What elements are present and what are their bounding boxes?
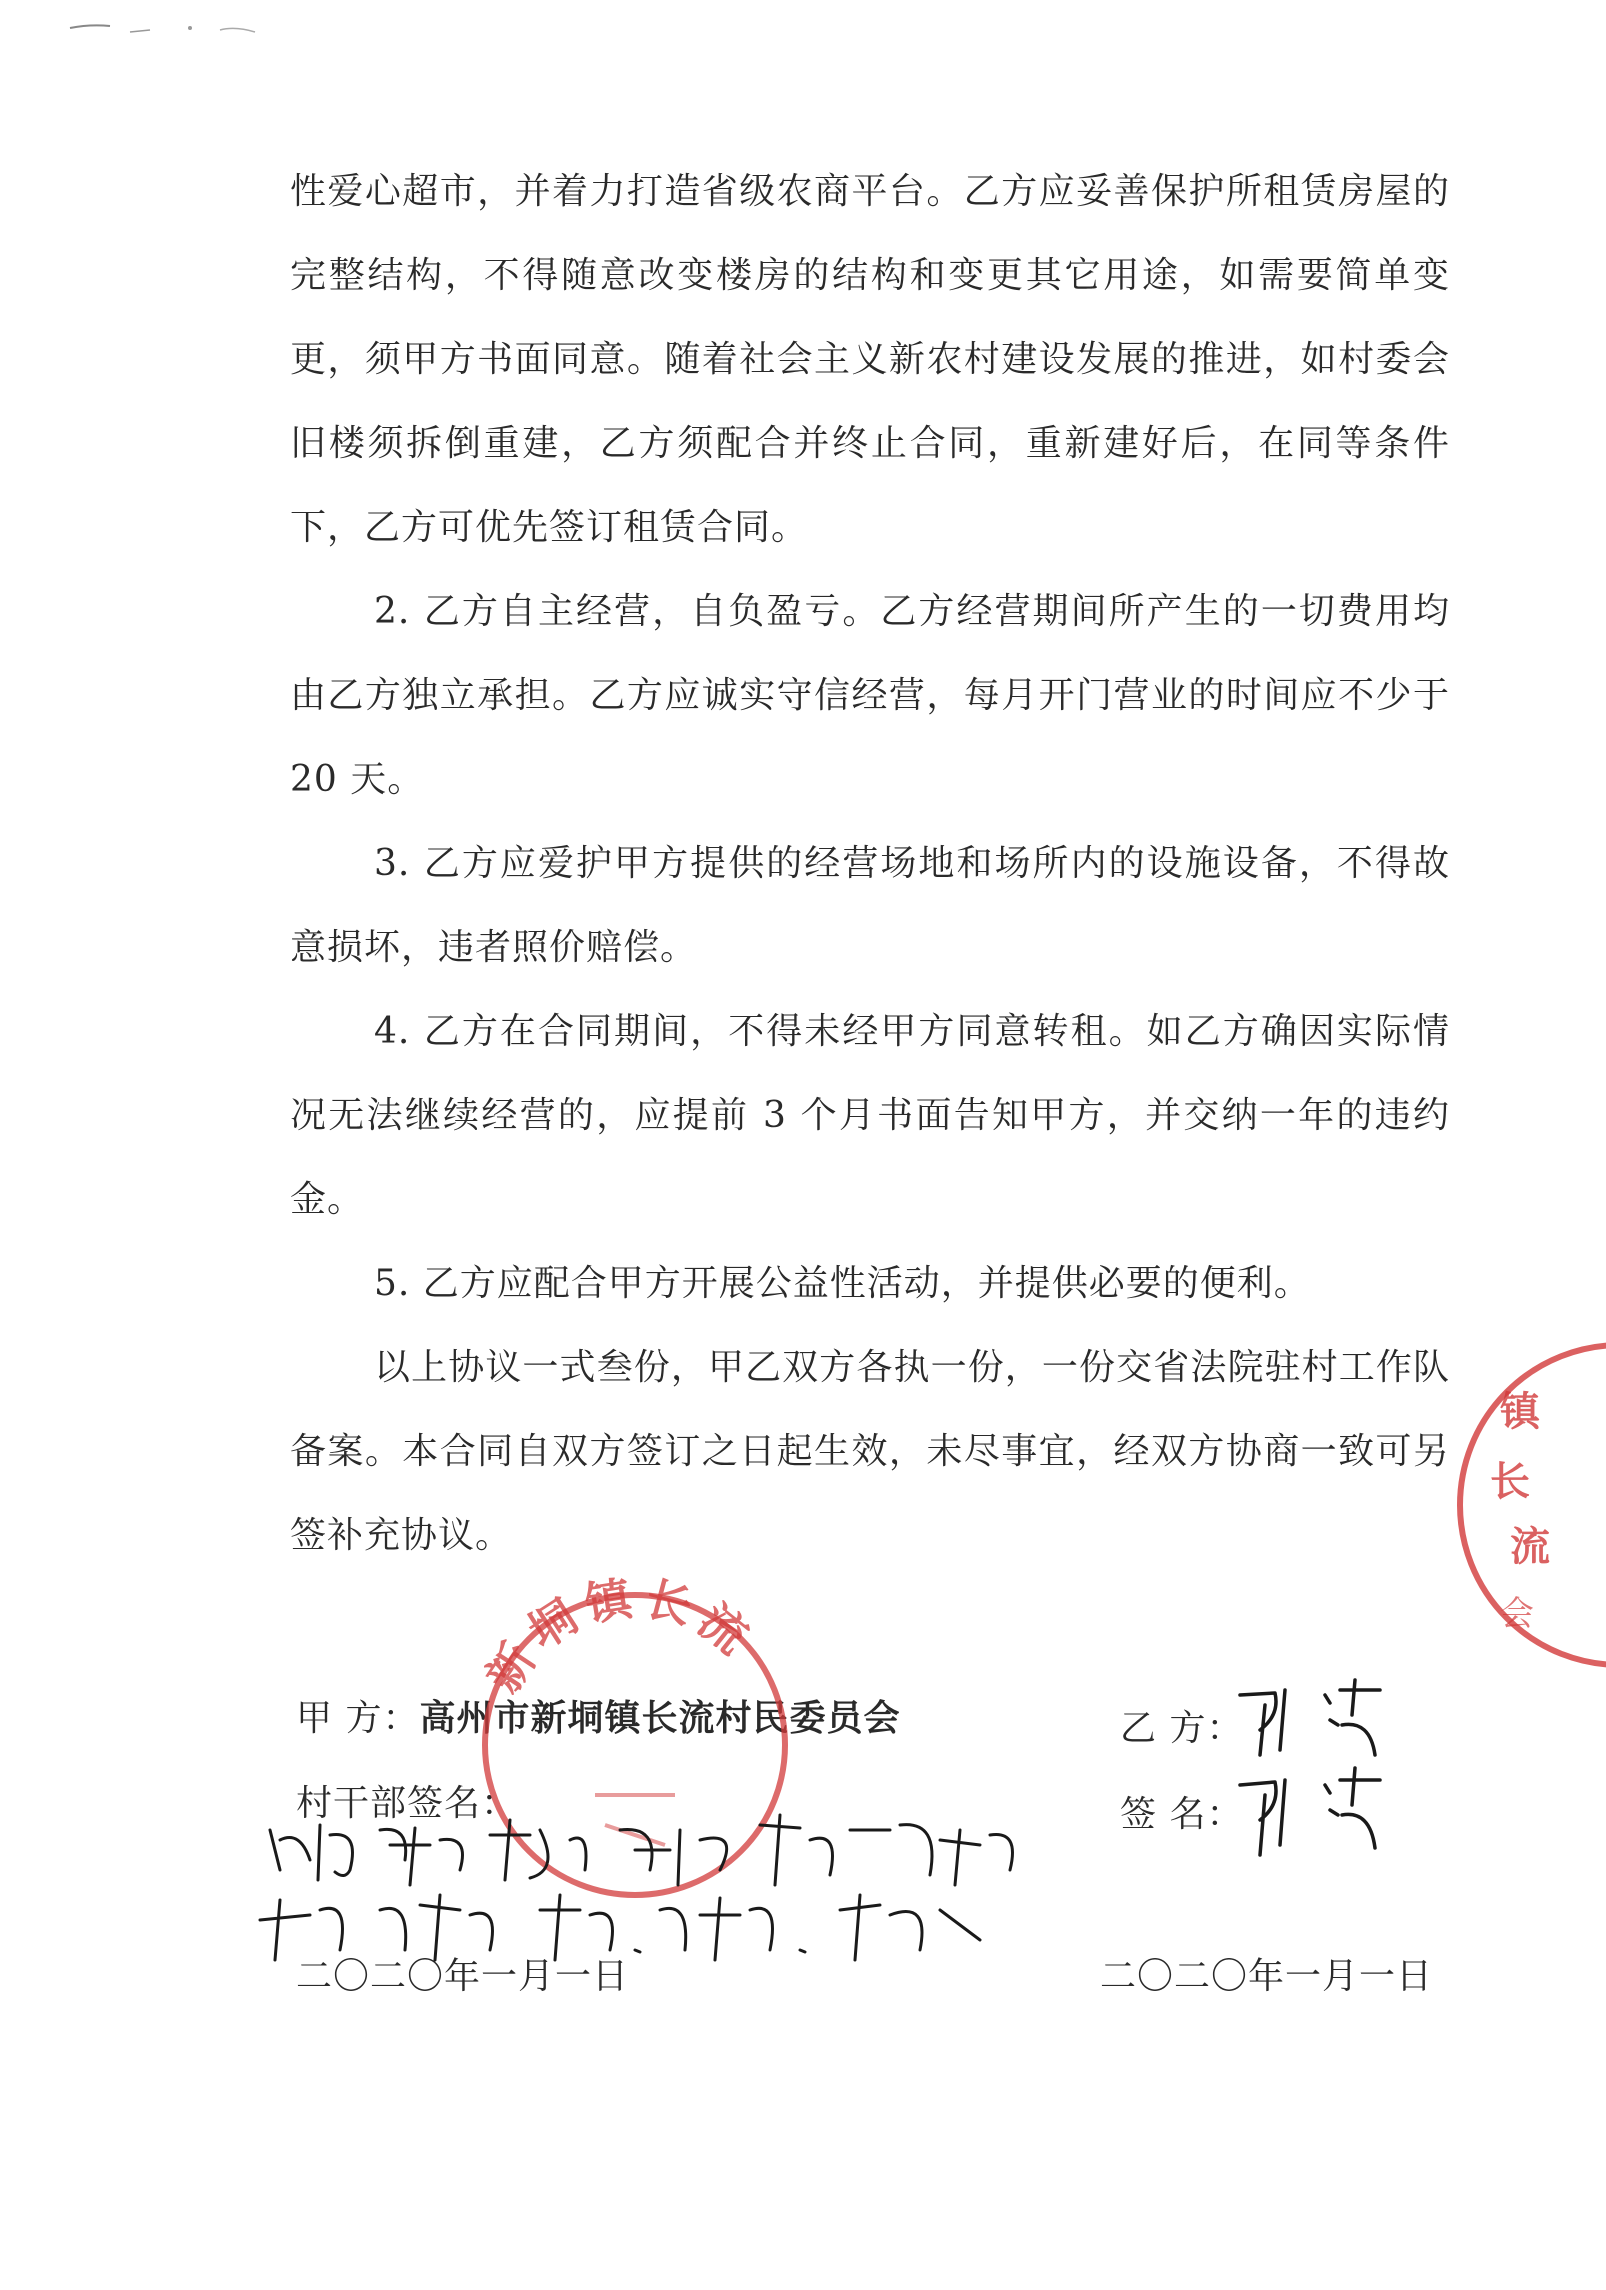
party-a-date: 二〇二〇年一月一日	[296, 1956, 630, 1997]
svg-text:镇: 镇	[1500, 1389, 1540, 1435]
cadre-sign-label: 村干部签名：	[296, 1783, 519, 1824]
party-b-handwritten-signature	[1230, 1760, 1390, 1860]
svg-text:流: 流	[1510, 1524, 1550, 1570]
paragraph-1: 性爱心超市，并着力打造省级农商平台。乙方应妥善保护所租赁房屋的完整结构，不得随意改变楼房的结构和变更其它用途，如需要简单变更，须甲方书面同意。随着社会主义新农村建设发展的推进，如村委会旧楼须拆倒重建，乙方须配合并终止合同，重新建好后，在同等条件下，乙方可优先签订租赁合同。	[290, 171, 1450, 548]
party-a-label: 甲 方：	[296, 1698, 420, 1739]
party-a-name: 高州市新垌镇长流村民委员会	[419, 1697, 901, 1739]
party-b-handwritten-name	[1230, 1675, 1390, 1765]
party-b-sign-label: 签 名：	[1120, 1794, 1244, 1835]
paragraph-3: 3. 乙方应爱护甲方提供的经营场地和场所内的设施设备，不得故意损坏，违者照价赔偿。	[290, 843, 1450, 968]
svg-text:长: 长	[1490, 1459, 1530, 1505]
paragraph-4: 4. 乙方在合同期间，不得未经甲方同意转租。如乙方确因实际情况无法继续经营的，应提前 3 个月书面告知甲方，并交纳一年的违约金。	[290, 1011, 1450, 1220]
party-b-label: 乙 方：	[1120, 1708, 1244, 1749]
cadre-handwritten-signatures	[240, 1800, 1080, 1980]
contract-body	[290, 150, 1450, 1578]
paragraph-5: 5. 乙方应配合甲方开展公益性活动，并提供必要的便利。	[374, 1263, 1311, 1304]
paragraph-6: 以上协议一式叁份，甲乙双方各执一份，一份交省法院驻村工作队备案。本合同自双方签订之日起生效，未尽事宜，经双方协商一致可另签补充协议。	[290, 1347, 1450, 1556]
paragraph-2: 2. 乙方自主经营，自负盈亏。乙方经营期间所产生的一切费用均由乙方独立承担。乙方应诚实守信经营，每月开门营业的时间应不少于 20 天。	[290, 591, 1450, 800]
svg-text:会: 会	[1500, 1594, 1534, 1634]
svg-text:新垌镇长流: 新垌镇长流	[475, 1569, 765, 1702]
party-b-sign-line	[1120, 1786, 1243, 1837]
scan-speck-marks	[60, 10, 300, 50]
party-b-date: 二〇二〇年一月一日	[1100, 1956, 1434, 1997]
party-b-line	[1120, 1700, 1243, 1751]
right-edge-seal	[1430, 1335, 1606, 1675]
